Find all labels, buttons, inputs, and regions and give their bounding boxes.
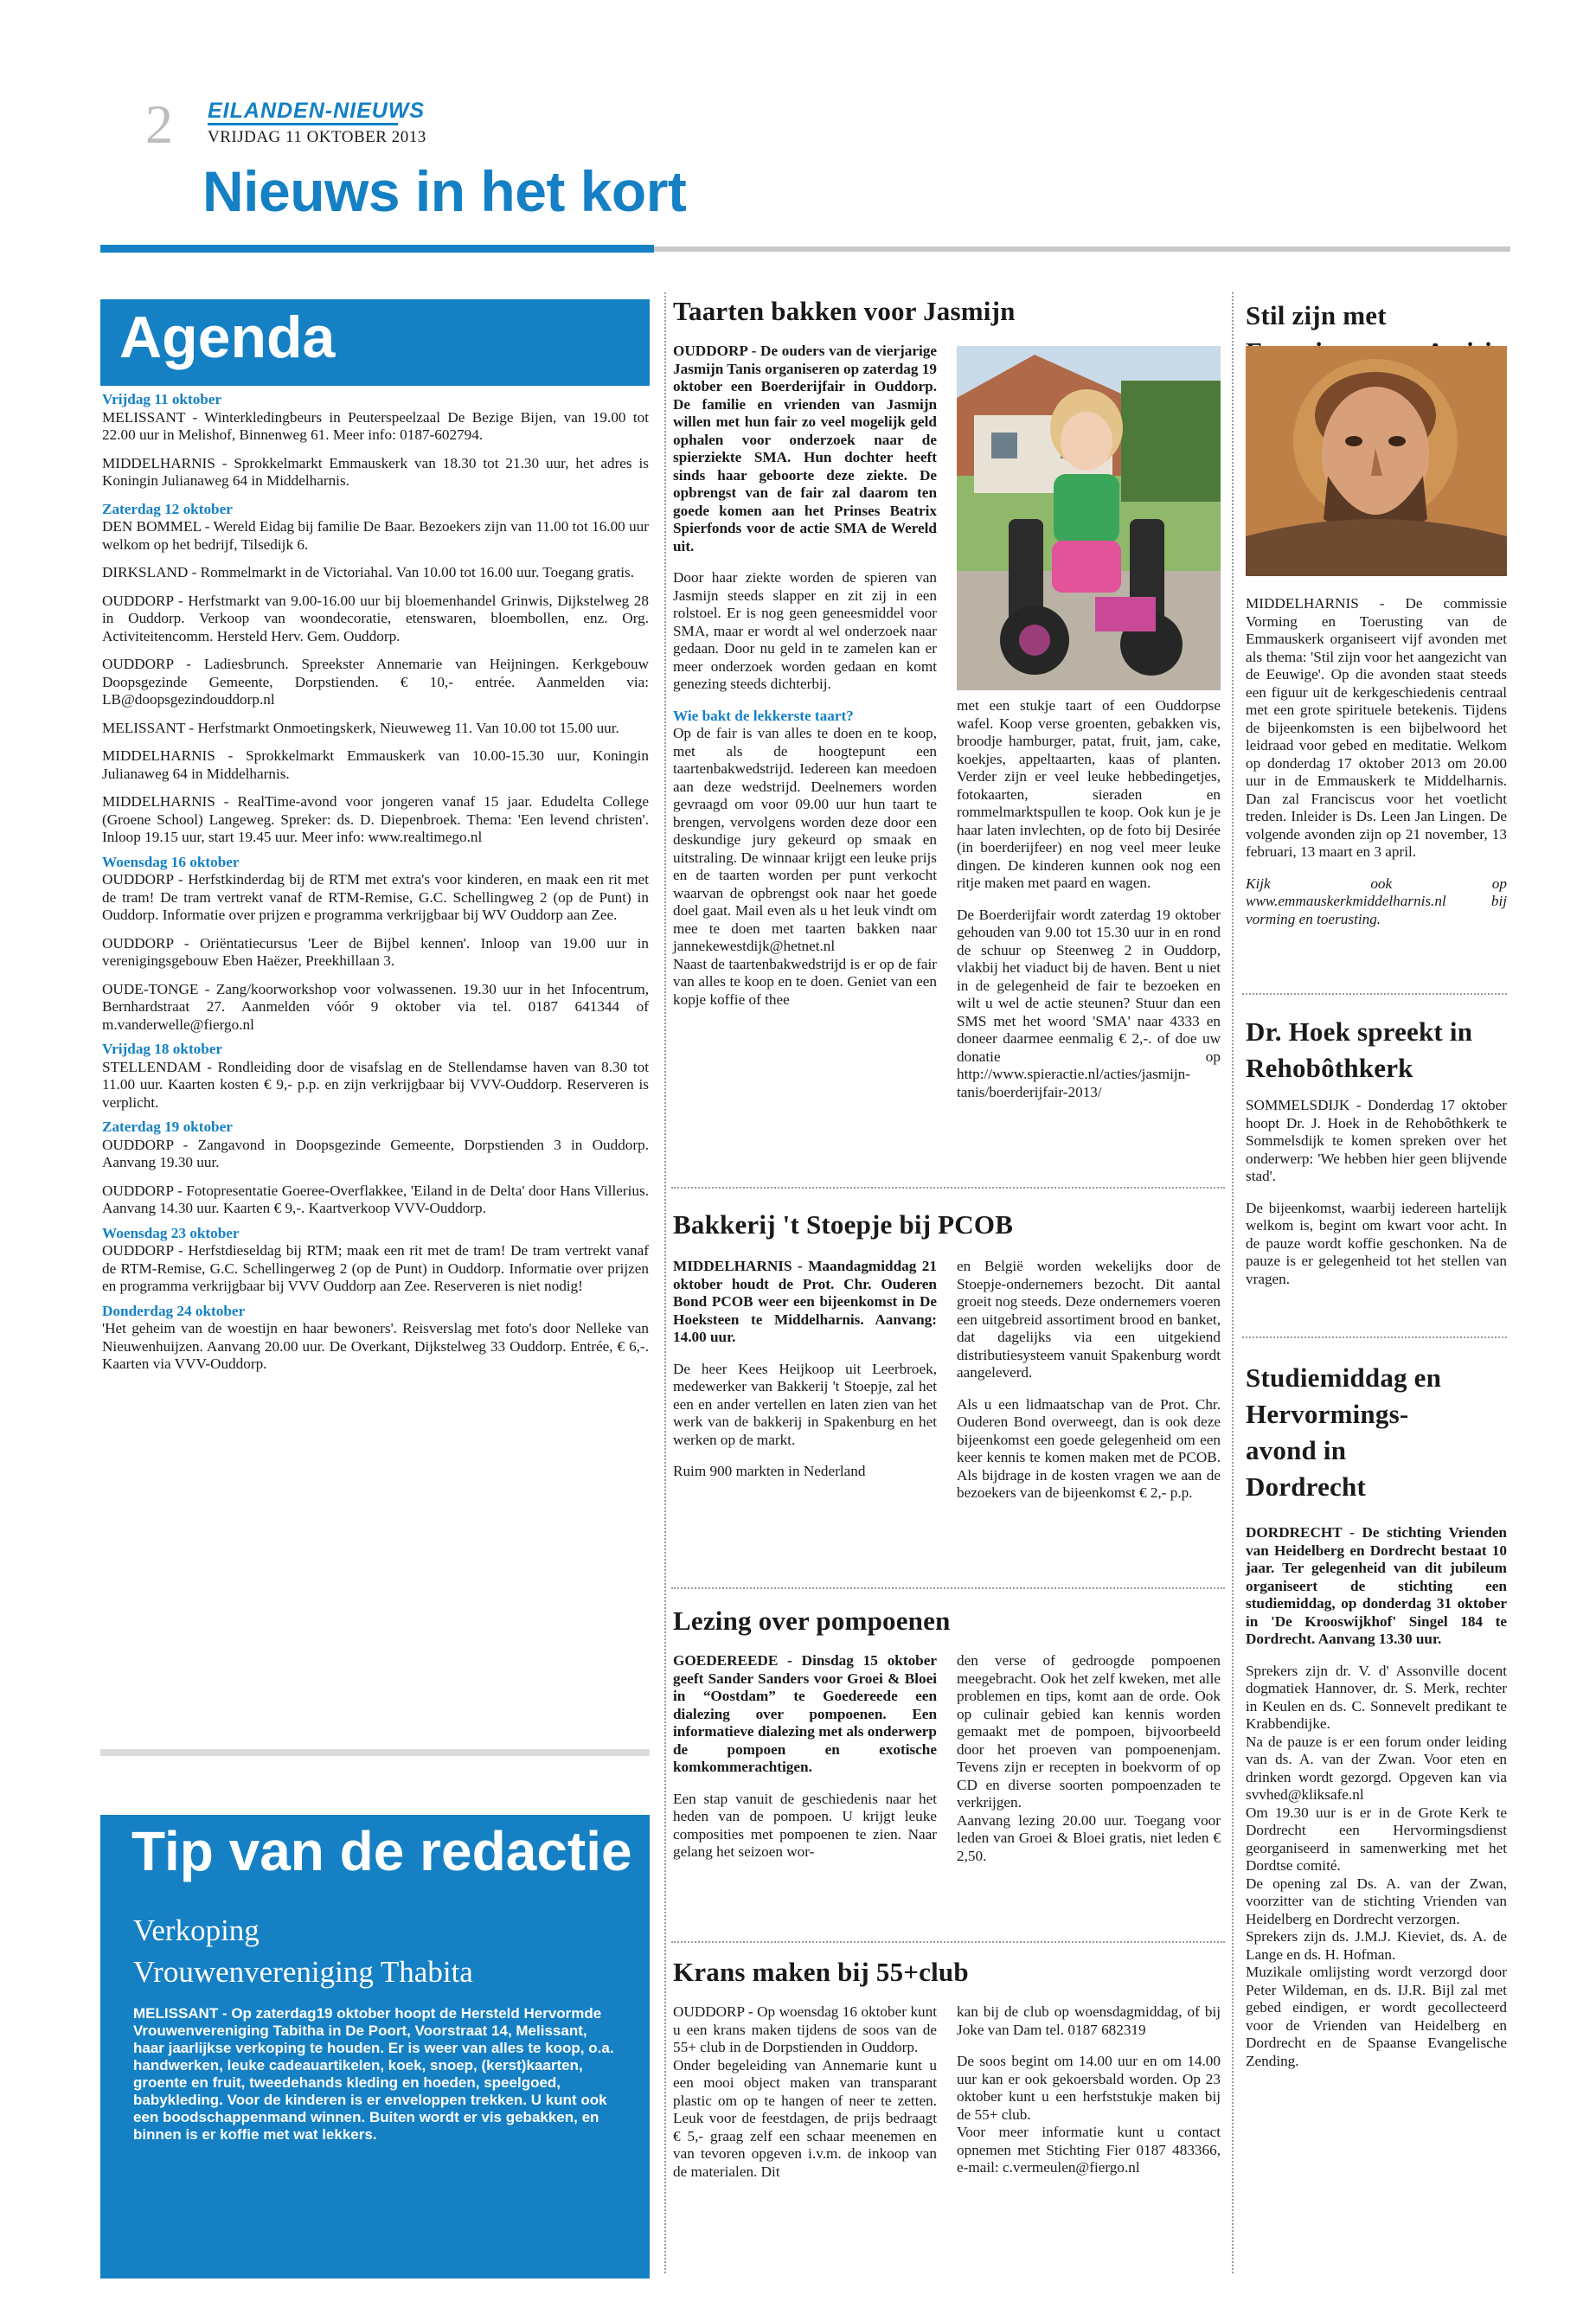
- header-rule-grey: [654, 247, 1510, 252]
- article-franciscus-body: [1246, 595, 1507, 928]
- article-paragraph: en België worden wekelijks door de Stoepje-ondernemers bezocht. Dit aantal groeit nog steeds. Deze ondernemers voeren een uitgebreid assortiment brood en banket, dat dagelijks via een uitgekiend distributiesysteem vanuit Spakenburg wordt aangeleverd.: [957, 1258, 1221, 1381]
- agenda-item: MIDDELHARNIS - Sprokkelmarkt Emmauskerk van 18.30 tot 21.30 uur, het adres is Koningin Julianaweg 64 in Middelharnis.: [102, 454, 649, 489]
- agenda-item: MELISSANT - Herfstmarkt Onmoetingskerk, Nieuweweg 11. Van 10.00 tot 15.00 uur.: [102, 719, 619, 736]
- article-paragraph: Muzikale omlijsting wordt verzorgd door Peter Wildeman, en ds. IJ.R. Bijl zal met gebed eindigen, er wordt gecollecteerd voor de Vrienden van Heidelberg en Dordrecht en de Spaanse Evangelische Zending.: [1246, 1964, 1507, 2069]
- article-divider: [671, 1187, 1225, 1189]
- agenda-day-label: Donderdag 24 oktober: [102, 1302, 246, 1319]
- article-paragraph: Onder begeleiding van Annemarie kunt u een mooi object maken van transparant plastic om op te hangen of neer te zetten. Leuk voor de feestdagen, de prijs bedraagt € 5,- graag zelf een schaar meenemen en van tevoren opgeven i.v.m. de inkoop van de materialen. Dit: [673, 2056, 937, 2180]
- agenda-item: DIRKSLAND - Rommelmarkt in de Victoriahal. Van 10.00 tot 16.00 uur. Toegang gratis.: [102, 564, 635, 580]
- article-paragraph: OUDDORP - Op woensdag 16 oktober kunt u een krans maken tijdens de soos van de 55+ club in de Dorpstienden in Ouddorp.: [673, 2003, 937, 2055]
- agenda-item: STELLENDAM - Rondleiding door de visafslag en de Stellendamse haven van 8.30 tot 11.00 uur. Kaarten kosten € 9,- p.p. en zijn verkrijgbaar bij VVV-Ouddorp. Reserveren is verplicht.: [102, 1058, 649, 1111]
- agenda-item: DEN BOMMEL - Wereld Eidag bij familie De Baar. Bezoekers zijn van 11.00 tot 16.00 uur welkom op het bedrijf, Tilsedijk 6.: [102, 518, 649, 553]
- agenda-item: OUDDORP - Fotopresentatie Goeree-Overflakkee, 'Eiland in de Delta' door Hans Villerius. Aanvang 14.30 uur. Kaarten € 9,-. Kaartverkoop VVV-Ouddorp.: [102, 1182, 649, 1216]
- tip-subtitle: [133, 1910, 473, 1993]
- article-paragraph: Op de fair is van alles te doen en te koop, met als de hoogtepunt een taartenbakwedstrijd. Iedereen kan meedoen aan deze wedstrijd. Deelnemers worden gevraagd om voor 09.00 uur hun taart te brengen, vervolgens worden deze door een deskundige jury gekeurd op smaak en uitstraling. De winnaar krijgt een leuke prijs en de taarten worden per punt verkocht waarvan de opbrengst ook naar het goede doel gaat. Mail even als u het leuk vindt om mee te doen met taarten bakken naar jannekewestdijk@hetnet.nl: [673, 725, 937, 954]
- article-paragraph: De Boerderijfair wordt zaterdag 19 oktober gehouden van 9.00 tot 15.30 uur in en rond de schuur op Steenweg 2 in Ouddorp, vlakbij het viaduct bij de haven. Bent u niet in de gelegenheid de fair te bezoeken en wilt u wel de actie steunen? Stuur dan een SMS met het woord 'SMA' naar 4333 en doneer daarmee eenmalig € 2,-. of doe uw donatie op http://www.spieractie.nl/acties/jasmijn-tanis/boerderijfair-2013/: [957, 906, 1221, 1100]
- article-paragraph: Door haar ziekte worden de spieren van Jasmijn steeds slapper en zit zij in een rolstoel. Er is nog geen geneesmiddel voor SMA, maar er wordt al wel onderzoek naar gedaan. Door nu geld in te zamelen kan er meer onderzoek worden gedaan en komt genezing steeds dichterbij.: [673, 569, 937, 692]
- article-bakkerij-col2: [957, 1258, 1221, 1503]
- article-paragraph: met een stukje taart of een Ouddorpse wafel. Koop verse groenten, gebakken vis, broodje hamburger, patat, fruit, jam, cake, koekjes, appeltaarten, kaas of planten. Verder zijn er veel leuke hebbedingetjes, fotokaarten, sieraden en rommelmarktspullen te koop. Ook kun je je haar laten invlechten, op de foto bij Desirée (in boerderijfeer) en nog veel meer leuke dingen. De kinderen kunnen ook nog een ritje maken met paard en wagen.: [957, 697, 1221, 891]
- article-taarten-col2: [957, 697, 1221, 1101]
- tip-subtitle-line: Verkoping: [133, 1913, 260, 1947]
- agenda-item: 'Het geheim van de woestijn en haar bewoners'. Reisverslag met foto's door Nelleke van Nieuwenhuijzen. Aanvang 20.00 uur. De Overkant, Dijkstelweg 33 Ouddorp. Entrée, € 6,-. Kaarten via VVV-Ouddorp.: [102, 1320, 649, 1372]
- article-paragraph: Voor meer informatie kunt u contact opnemen met Stichting Fier 0187 483366, e-mail: c.vermeulen@fiergo.nl: [957, 2124, 1221, 2176]
- article-paragraph: Aanvang lezing 20.00 uur. Toegang voor leden van Groei & Bloei gratis, niet leden € 2,50.: [957, 1811, 1221, 1864]
- agenda-item: OUDDORP - Zangavond in Doopsgezinde Gemeente, Dorpstienden 3 in Ouddorp. Aanvang 19.30 uur.: [102, 1136, 649, 1170]
- article-lezing-col2: [957, 1652, 1221, 1865]
- tip-body: MELISSANT - Op zaterdag19 oktober hoopt de Hersteld Hervormde Vrouwenvereniging Tabitha in De Poort, Voorstraat 14, Melissant, haar jaarlijkse verkoping te houden. Er is weer van alles te koop, o.a. handwerken, leuke cadeauartikelen, koek, snoep, (kerst)kaarten, groente en fruit, tweedehands kleding en hoeden, speelgoed, babykleding. Voor de kinderen is er enveloppen trekken. U kunt ook een boodschappenmand winnen. Buiten wordt er vis gebakken, en binnen is er koffie met wat lekkers.: [133, 2005, 614, 2143]
- article-paragraph: Na de pauze is er een forum onder leiding van ds. A. van der Zwan. Voor eten en drinken wordt gezorgd. Opgeven kan via svvhed@kliksafe.nl: [1246, 1733, 1507, 1803]
- article-paragraph: MIDDELHARNIS - De commissie Vorming en Toerusting van de Emmauskerk organiseert vijf avonden met als thema: 'Stil zijn voor het aangezicht van de Eeuwige'. Op die avonden staat steeds een figuur uit de kerkgeschiedenis centraal met een grote spirituele betekenis. Tijdens de bijeenkomsten is een bijbelwoord het leidraad voor gebed en meditatie. Welkom op donderdag 17 oktober 2013 om 20.00 uur in de Emmauskerk te Middelharnis. Dan zal Franciscus voor het voetlicht treden. Inleider is Ds. Leen Jan Lingen. De volgende avonden zijn op 21 november, 13 februari, 13 maart en 3 april.: [1246, 595, 1507, 860]
- article-title-franciscus: Stil zijn met: [1246, 300, 1387, 330]
- newspaper-logo: EILANDEN-NIEUWS: [208, 99, 426, 123]
- tip-title: Tip van de redactie: [131, 1820, 632, 1882]
- agenda-item: MELISSANT - Winterkledingbeurs in Peuterspeelzaal De Bezige Bijen, van 19.00 tot 22.00 uur in Melishof, Binnenweg 61. Meer info: 0187-602794.: [102, 408, 649, 443]
- article-divider: [671, 1587, 1225, 1589]
- painting-franciscus: [1246, 346, 1507, 576]
- page-title: Nieuws in het kort: [202, 159, 687, 223]
- article-paragraph: De bijeenkomst, waarbij iedereen hartelijk welkom is, begint om kwart voor acht. In de pauze wordt koffie geschonken. Na de pauze is er gelegenheid tot het stellen van vragen.: [1246, 1199, 1507, 1287]
- agenda-item: OUDDORP - Oriëntatiecursus 'Leer de Bijbel kennen'. Inloop van 19.00 uur in verenigingsgebouw Eben Haëzer, Preekhillaan 3.: [102, 934, 649, 969]
- agenda-item: OUDDORP - Herfstdieseldag bij RTM; maak een rit met de tram! De tram vertrekt vanaf de RTM-Remise, G.C. Schellingerweg 2 (op de Punt) in Ouddorp. Informatie over prijzen en programma verkrijgbaar bij VVV Ouddorp aan Zee. Reserveren is niet nodig!: [102, 1242, 649, 1294]
- article-paragraph: De soos begint om 14.00 uur en om 14.00 uur kan er ook gekoersbald worden. Op 23 oktober kunt u een herfststukje maken bij de 55+ club.: [957, 2053, 1221, 2123]
- article-studiemiddag-body: [1246, 1524, 1507, 2070]
- agenda-item: OUDDORP - Herfstmarkt van 9.00-16.00 uur bij bloemenhandel Grinwis, Dijkstelweg 28 in Ouddorp. Verkoop van woondecoratie, etenswaren, bloembollen, enz. Org. Activiteitencomm. Hersteld Herv. Gem. Ouddorp.: [102, 592, 649, 644]
- article-bakkerij-col1: [673, 1258, 937, 1481]
- article-paragraph: De opening zal Ds. A. van der Zwan, voorzitter van de stichting Vrienden van Heidelberg en Dordrecht verzorgen.: [1246, 1875, 1507, 1927]
- article-paragraph: De heer Kees Heijkoop uit Leerbroek, medewerker van Bakkerij 't Stoepje, zal het een en ander vertellen en laten zien van het werk van de bakkerij in Spakenburg en het werken op de markt.: [673, 1360, 937, 1448]
- issue-date: VRIJDAG 11 OKTOBER 2013: [208, 128, 426, 146]
- agenda-item: OUDDORP - Ladiesbrunch. Spreekster Annemarie van Heijningen. Kerkgebouw Doopsgezinde Gemeente, Dorpstienden. € 10,- entrée. Aanmelden via: LB@doopsgezindouddorp.nl: [102, 656, 649, 708]
- article-lead: OUDDORP - De ouders van de vierjarige Jasmijn Tanis organiseren op zaterdag 19 oktober een Boerderijfair in Ouddorp. De familie en vrienden van Jasmijn willen met hun fair zo veel mogelijk geld ophalen voor onderzoek naar de spierziekte SMA. Hun dochter heeft sinds haar geboorte deze ziekte. De opbrengst van de fair zal daarom ten goede komen aan het Prinses Beatrix Spierfonds voor de actie SMA de Wereld uit.: [673, 343, 937, 554]
- article-title-hoek: Dr. Hoek spreekt in Rehobôthkerk: [1246, 1016, 1473, 1083]
- agenda-title: Agenda: [119, 304, 336, 370]
- article-paragraph: Kijk ook op www.emmauskerkmiddelharnis.nl bij vorming en toerusting.: [1246, 875, 1507, 927]
- article-divider: [1242, 993, 1507, 995]
- agenda-item: MIDDELHARNIS - RealTime-avond voor jongeren vanaf 15 jaar. Edudelta College (Groene School) Langeweg. Spreker: ds. D. Diepenbroek. Thema: 'Een levend christen'. Inloop 19.15 uur, start 19.45 uur. Meer info: www.realtimego.nl: [102, 793, 649, 845]
- article-paragraph: Naast de taartenbakwedstrijd is er op de fair van alles te koop en te doen. Geniet van een kopje koffie of thee: [673, 955, 937, 1008]
- article-krans-col2: [957, 2003, 1221, 2177]
- agenda-item: OUDDORP - Herfstkinderdag bij de RTM met extra's voor kinderen, en maak een rit met de tram! De tram vertrekt vanaf de RTM-Remise, G.C. Schellingweg 2 (op de Punt) in Ouddorp. Informatie over prijzen e programma verkrijgbaar bij WV Ouddorp aan Zee.: [102, 871, 649, 923]
- article-krans-col1: [673, 2003, 937, 2181]
- article-paragraph: Ruim 900 markten in Nederland: [673, 1463, 866, 1479]
- article-paragraph: Een stap vanuit de geschiedenis naar het heden van de pompoen. U krijgt leuke composities met pompoenen te zien. Naar gelang het seizoen wor-: [673, 1790, 937, 1860]
- article-lead: GOEDEREEDE - Dinsdag 15 oktober geeft Sander Sanders voor Groei & Bloei in “Oostdam” te Goedereede een dialezing over pompoenen. Een informatieve dialezing met als onderwerp de pompoen en exotische komkommerachtigen.: [673, 1652, 937, 1775]
- column-divider: [1232, 292, 1234, 2273]
- agenda-day-label: Woensdag 16 oktober: [102, 853, 240, 870]
- agenda-item: OUDE-TONGE - Zang/koorworkshop voor volwassenen. 19.30 uur in het Infocentrum, Bernhardstraat 27. Aanmelden vóór 9 oktober via tel. 0187 641344 of m.vanderwelle@fiergo.nl: [102, 980, 649, 1033]
- article-paragraph: Als u een lidmaatschap van de Prot. Chr. Ouderen Bond overweegt, dan is ook deze bijeenkomst een goede gelegenheid om een keer kennis te komen maken met de PCOB. Als bijdrage in de kosten vragen we aan de bezoekers van de bijeenkomst € 2,- p.p.: [957, 1395, 1221, 1501]
- agenda-list: [102, 391, 649, 1374]
- article-paragraph: SOMMELSDIJK - Donderdag 17 oktober hoopt Dr. J. Hoek in de Rehobôthkerk te Sommelsdijk te komen spreken over het onderwerp: 'We hebben hier geen blijvende stad'.: [1246, 1097, 1507, 1184]
- article-title-studiemiddag: Studiemiddag en Hervormings-avond in Dordrecht: [1246, 1362, 1442, 1502]
- article-paragraph: kan bij de club op woensdagmiddag, of bij Joke van Dam tel. 0187 682319: [957, 2003, 1221, 2038]
- article-subhead: Wie bakt de lekkerste taart?: [673, 707, 854, 724]
- tip-subtitle-line: Vrouwenvereniging Thabita: [133, 1955, 473, 1989]
- agenda-day-label: Vrijdag 11 oktober: [102, 391, 222, 407]
- column-divider: [664, 292, 666, 2273]
- article-divider: [671, 1941, 1225, 1943]
- article-hoek-body: [1246, 1097, 1507, 1288]
- agenda-day-label: Zaterdag 12 oktober: [102, 500, 233, 517]
- logo-underline: [208, 123, 398, 125]
- article-lead: DORDRECHT - De stichting Vrienden van Heidelberg en Dordrecht bestaat 10 jaar. Ter gelegenheid van dit jubileum organiseert de stichting een studiemiddag, op donderdag 31 oktober in 'De Krooswijkhof' Singel 184 te Dordrecht. Aanvang 13.30 uur.: [1246, 1524, 1507, 1647]
- article-title-krans: Krans maken bij 55+club: [673, 1957, 969, 1987]
- article-taarten-col1: [673, 343, 937, 1009]
- article-paragraph: Sprekers zijn dr. V. d' Assonville docent dogmatiek Hannover, dr. S. Merk, rechter in Keulen en ds. C. Sonnevelt predikant te Krabbendijke.: [1246, 1662, 1507, 1732]
- article-lead: MIDDELHARNIS - Maandagmiddag 21 oktober houdt de Prot. Chr. Ouderen Bond PCOB weer een bijeenkomst in De Hoeksteen te Middelharnis. Aanvang: 14.00 uur.: [673, 1258, 937, 1345]
- photo-jasmijn: [957, 346, 1221, 690]
- agenda-item: MIDDELHARNIS - Sprokkelmarkt Emmauskerk van 10.00-15.30 uur, Koningin Julianaweg 64 in Middelharnis.: [102, 747, 649, 782]
- header-rule-blue: [100, 245, 654, 253]
- agenda-day-label: Zaterdag 19 oktober: [102, 1118, 233, 1135]
- agenda-day-label: Woensdag 23 oktober: [102, 1224, 240, 1241]
- article-lezing-col1: [673, 1652, 937, 1862]
- article-title-taarten: Taarten bakken voor Jasmijn: [673, 296, 1016, 326]
- article-paragraph: Om 19.30 uur is er in de Grote Kerk te Dordrecht een Hervormingsdienst georganiseerd in samenwerking met het Dordtse comité.: [1246, 1804, 1507, 1874]
- article-paragraph: den verse of gedroogde pompoenen meegebracht. Ook het zelf kweken, met alle problemen en tips, komt aan de orde. Ook op culinair gebied kan kennis worden gemaakt met de pompoen, bijvoorbeeld door het proeven van pompoenenjam. Tevens zijn er recepten in boekvorm of op CD en diverse soorten pompoenzaden te verkrijgen.: [957, 1652, 1221, 1811]
- article-title-lezing: Lezing over pompoenen: [673, 1606, 951, 1636]
- page-number: 2: [145, 93, 173, 155]
- agenda-day-label: Vrijdag 18 oktober: [102, 1041, 223, 1057]
- article-divider: [1242, 1336, 1507, 1338]
- article-title-bakkerij: Bakkerij 't Stoepje bij PCOB: [673, 1209, 1014, 1240]
- article-paragraph: Sprekers zijn ds. J.M.J. Kieviet, ds. A. de Lange en ds. H. Hofman.: [1246, 1928, 1507, 1963]
- agenda-footer-bar: [100, 1749, 650, 1756]
